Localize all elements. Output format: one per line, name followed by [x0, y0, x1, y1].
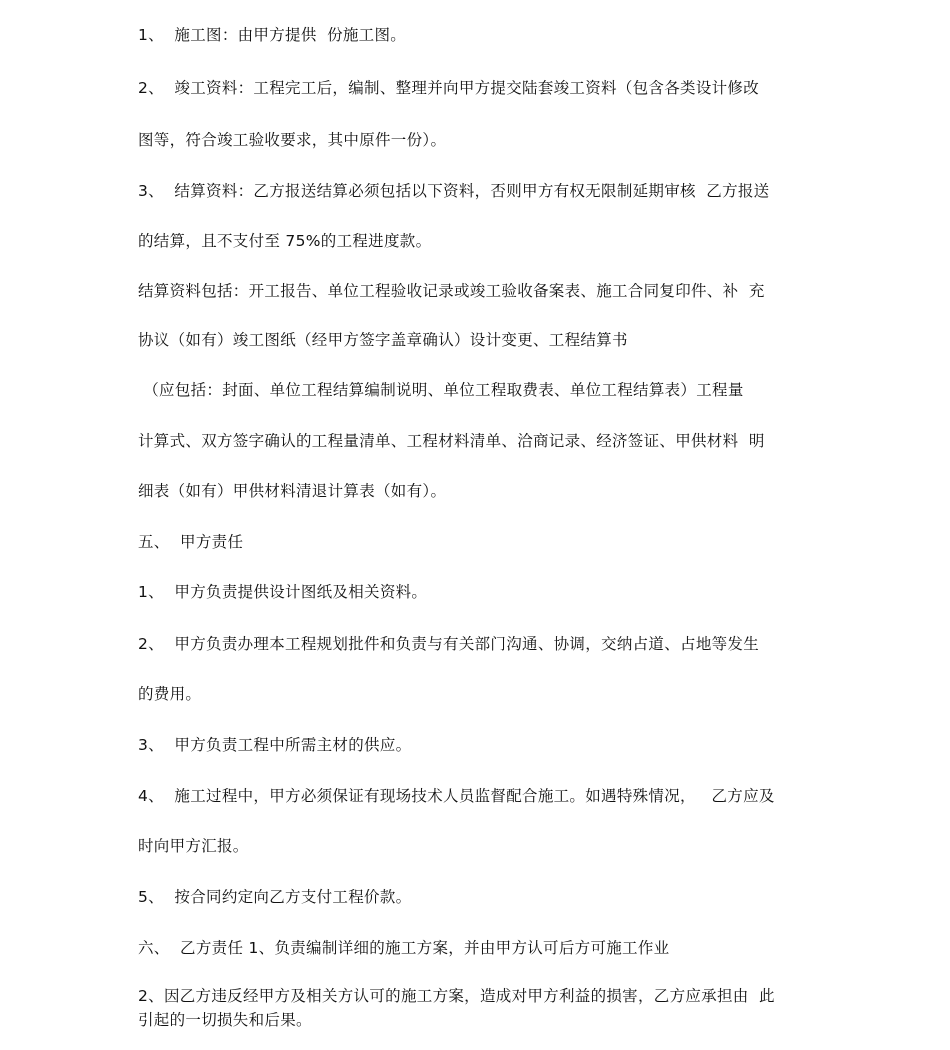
text-line: 1、 施工图：由甲方提供 份施工图。	[138, 26, 407, 44]
text-line: 2、 竣工资料：工程完工后，编制、整理并向甲方提交陆套竣工资料（包含各类设计修改	[138, 79, 760, 97]
text-line: （应包括：封面、单位工程结算编制说明、单位工程取费表、单位工程结算表）工程量	[138, 381, 744, 399]
text-line: 的结算，且不支付至 75%的工程进度款。	[138, 232, 432, 250]
text-line: 2、因乙方违反经甲方及相关方认可的施工方案，造成对甲方利益的损害，乙方应承担由 此	[138, 987, 775, 1005]
text-line: 细表（如有）甲供材料清退计算表（如有）。	[138, 482, 447, 500]
text-line: 图等，符合竣工验收要求，其中原件一份）。	[138, 131, 447, 149]
text-line: 结算资料包括：开工报告、单位工程验收记录或竣工验收备案表、施工合同复印件、补 充	[138, 282, 765, 300]
text-line: 5、 按合同约定向乙方支付工程价款。	[138, 888, 412, 906]
text-line: 2、 甲方负责办理本工程规划批件和负责与有关部门沟通、协调，交纳占道、占地等发生	[138, 635, 760, 653]
text-line: 引起的一切损失和后果。	[138, 1011, 312, 1029]
text-line: 3、 结算资料：乙方报送结算必须包括以下资料，否则甲方有权无限制延期审核 乙方报送	[138, 182, 770, 200]
section-heading: 五、 甲方责任	[138, 533, 244, 551]
text-line: 计算式、双方签字确认的工程量清单、工程材料清单、洽商记录、经济签证、甲供材料 明	[138, 432, 765, 450]
text-line: 4、 施工过程中，甲方必须保证有现场技术人员监督配合施工。如遇特殊情况， 乙方应及	[138, 787, 775, 805]
text-line: 3、 甲方负责工程中所需主材的供应。	[138, 736, 412, 754]
text-line: 的费用。	[138, 685, 202, 703]
text-line: 1、 甲方负责提供设计图纸及相关资料。	[138, 583, 428, 601]
section-heading: 六、 乙方责任 1、负责编制详细的施工方案，并由甲方认可后方可施工作业	[138, 939, 670, 957]
text-line: 时向甲方汇报。	[138, 837, 249, 855]
text-line: 协议（如有）竣工图纸（经甲方签字盖章确认）设计变更、工程结算书	[138, 331, 628, 349]
